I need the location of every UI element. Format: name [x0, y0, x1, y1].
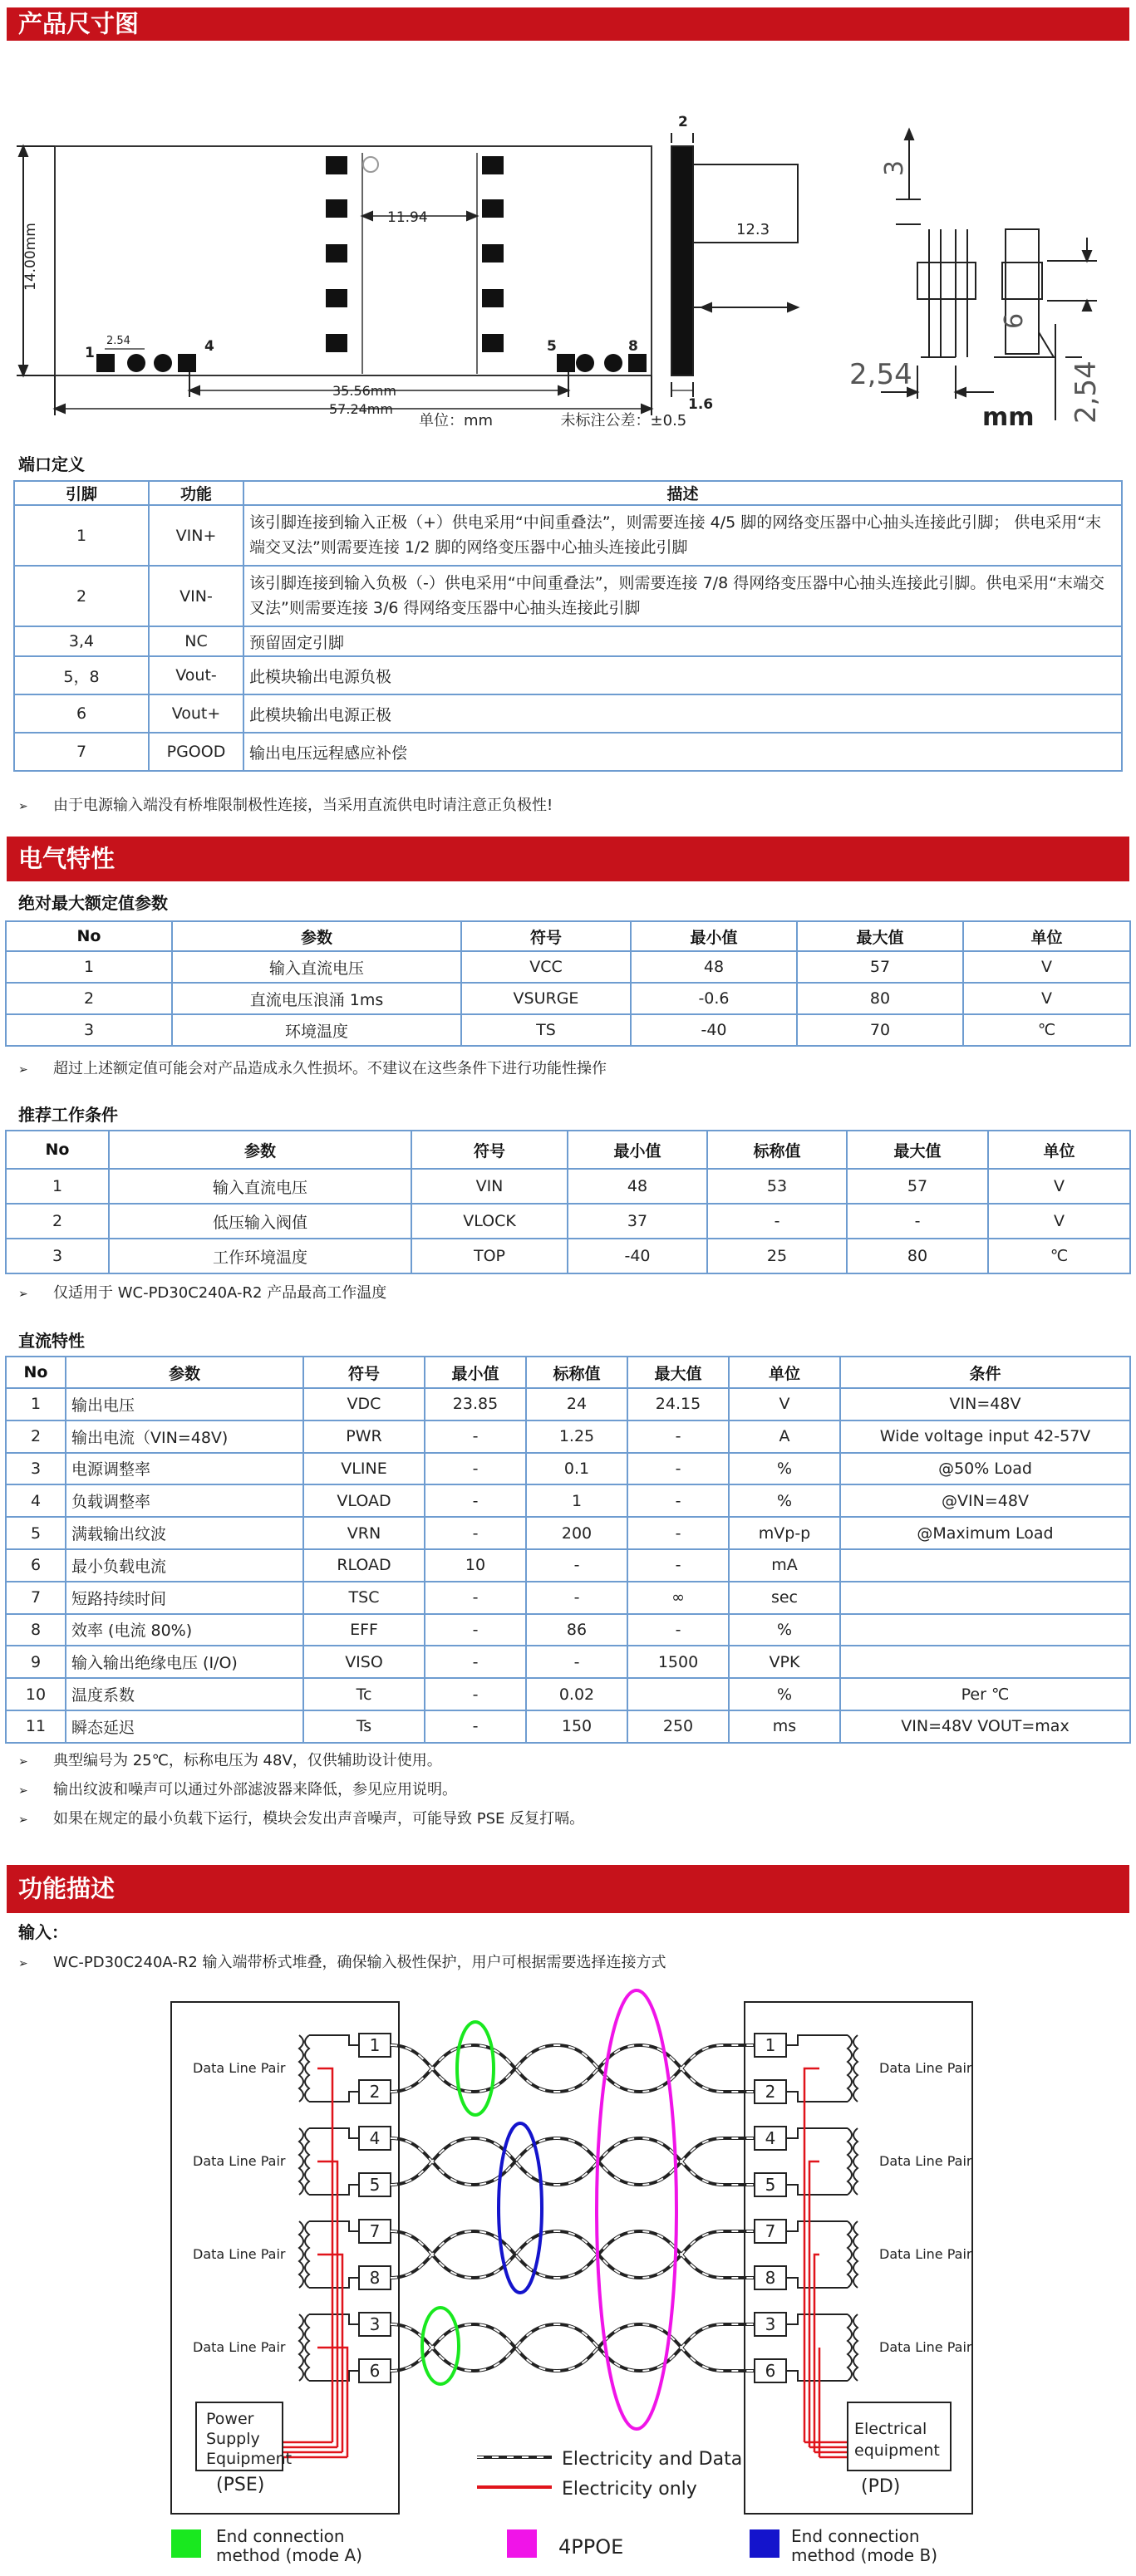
cell: 2 — [6, 1420, 66, 1453]
cell: 57 — [797, 951, 963, 983]
recommended-note — [18, 1281, 386, 1303]
cell: VIN=48V VOUT=max — [840, 1710, 1130, 1743]
cell — [840, 1582, 1130, 1614]
mode-b-swatch — [750, 2529, 779, 2558]
cell: % — [729, 1614, 840, 1646]
cell: 2 — [6, 1204, 109, 1239]
section-header-function — [7, 1865, 1129, 1913]
pin-mm-label: mm — [982, 403, 1035, 432]
cell: 9 — [6, 1646, 66, 1678]
table-row — [6, 1453, 1130, 1485]
cell: 2 — [14, 566, 149, 626]
cell: 48 — [631, 951, 797, 983]
cell: PGOOD — [149, 733, 243, 771]
cell: Wide voltage input 42-57V — [840, 1420, 1130, 1453]
pin-label: 5 — [369, 2175, 381, 2195]
abs-header: 参数 — [172, 921, 461, 951]
cell: VIN+ — [149, 505, 243, 566]
table-row — [6, 951, 1130, 983]
cell: V — [988, 1204, 1130, 1239]
note-text: 仅适用于 WC-PD30C240A-R2 产品最高工作温度 — [53, 1284, 387, 1302]
cell: 环境温度 — [172, 1014, 461, 1046]
cell: 1 — [6, 951, 172, 983]
cell: - — [707, 1204, 847, 1239]
cell: - — [627, 1484, 729, 1517]
cell: % — [729, 1484, 840, 1517]
abs-max-title: 绝对最大额定值参数 — [18, 893, 168, 913]
cell: 满载输出纹波 — [66, 1517, 303, 1549]
pd-label: (PD) — [861, 2476, 901, 2497]
cell: - — [425, 1420, 526, 1453]
dc-note-1 — [18, 1749, 442, 1770]
rec-header: No — [6, 1131, 109, 1169]
note-text: 由于电源输入端没有桥堆限制极性连接，当采用直流供电时请注意正负极性! — [53, 797, 553, 814]
legend-electricity-data: Electricity and Data — [562, 2449, 743, 2470]
pin-label: 3 — [369, 2314, 381, 2334]
port-header: 引脚 — [14, 481, 149, 505]
mode-a-swatch — [171, 2529, 201, 2558]
table-row — [6, 1169, 1130, 1204]
mode-b-ellipse — [499, 2123, 542, 2293]
data-line-pair-label: Data Line Pair — [879, 2339, 972, 2355]
cell: @VIN=48V — [840, 1484, 1130, 1517]
pad-gap-label: 11.94 — [387, 209, 428, 226]
arrow-bullet-icon: ➢ — [18, 1755, 28, 1769]
cell: 10 — [6, 1678, 66, 1710]
cell: 57 — [847, 1169, 988, 1204]
cell: PWR — [303, 1420, 425, 1453]
rec-header: 最大值 — [847, 1131, 988, 1169]
cell: 直流电压浪涌 1ms — [172, 983, 461, 1014]
cell: - — [526, 1646, 627, 1678]
cell: 11 — [6, 1710, 66, 1743]
cell: - — [425, 1453, 526, 1485]
cell: VIN- — [149, 566, 243, 626]
cell: 短路持续时间 — [66, 1582, 303, 1614]
cell: VSURGE — [461, 983, 631, 1014]
cell: 25 — [707, 1239, 847, 1273]
cell: 250 — [627, 1710, 729, 1743]
pin8-label: 8 — [628, 338, 638, 355]
cell: 48 — [568, 1169, 707, 1204]
cell: 6 — [6, 1549, 66, 1582]
cell: TOP — [411, 1239, 568, 1273]
abs-header: No — [6, 921, 172, 951]
arrow-bullet-icon: ➢ — [18, 1288, 28, 1301]
cell: 5，8 — [14, 656, 149, 694]
cell: - — [627, 1453, 729, 1485]
note-text: 输出纹波和噪声可以通过外部滤波器来降低，参见应用说明。 — [53, 1781, 457, 1798]
cell: - — [425, 1678, 526, 1710]
arrow-bullet-icon: ➢ — [18, 1813, 28, 1827]
cell: - — [526, 1549, 627, 1582]
cell: - — [425, 1710, 526, 1743]
cell: 工作环境温度 — [109, 1239, 411, 1273]
cell: VLINE — [303, 1453, 425, 1485]
pin-label: 1 — [369, 2035, 381, 2055]
cell: 输入直流电压 — [172, 951, 461, 983]
pin-2-54a-label: 2,54 — [849, 358, 912, 391]
cell: A — [729, 1420, 840, 1453]
table-row — [6, 1239, 1130, 1273]
cell: VIN — [411, 1169, 568, 1204]
pin-label: 4 — [765, 2128, 776, 2148]
pin-3-label: 3 — [880, 159, 909, 176]
cell: VLOAD — [303, 1484, 425, 1517]
cell: 输出电压 — [66, 1388, 303, 1420]
rec-header: 单位 — [988, 1131, 1130, 1169]
cell: -40 — [631, 1014, 797, 1046]
cell: VDC — [303, 1388, 425, 1420]
dc-title: 直流特性 — [18, 1331, 85, 1351]
cell: - — [425, 1646, 526, 1678]
data-line-pair-label: Data Line Pair — [879, 2246, 972, 2262]
dc-header: 最小值 — [425, 1357, 526, 1388]
dimension-drawing — [0, 83, 1136, 449]
cell: 24 — [526, 1388, 627, 1420]
note-text: WC-PD30C240A-R2 输入端带桥式堆叠，确保输入极性保护，用户可根据需要选择连接方式 — [53, 1954, 666, 1971]
rec-header: 符号 — [411, 1131, 568, 1169]
cell: 输入输出绝缘电压 (I/O) — [66, 1646, 303, 1678]
cell: 6 — [14, 694, 149, 733]
cell: 1 — [526, 1484, 627, 1517]
pin-label: 6 — [765, 2361, 776, 2381]
cell: V — [729, 1388, 840, 1420]
cell: VRN — [303, 1517, 425, 1549]
table-row — [6, 1388, 1130, 1420]
pin-span-label: 35.56mm — [332, 383, 396, 399]
side-2-label: 2 — [678, 114, 688, 130]
table-row — [6, 1549, 1130, 1582]
recommended-title: 推荐工作条件 — [18, 1105, 118, 1125]
cell: - — [425, 1582, 526, 1614]
cell: - — [627, 1420, 729, 1453]
cell: 输出电压远程感应补偿 — [243, 733, 1122, 771]
cell: Per ℃ — [840, 1678, 1130, 1710]
key-4ppoe: 4PPOE — [558, 2535, 624, 2559]
cell: @Maximum Load — [840, 1517, 1130, 1549]
cell: TS — [461, 1014, 631, 1046]
key-mode-b-line2: method (mode B) — [791, 2545, 937, 2565]
dc-header: 标称值 — [526, 1357, 627, 1388]
cell: 温度系数 — [66, 1678, 303, 1710]
cell: 10 — [425, 1549, 526, 1582]
cell: 5 — [6, 1517, 66, 1549]
unit-text: 单位：mm — [419, 412, 494, 429]
cell: 8 — [6, 1614, 66, 1646]
cell: -0.6 — [631, 983, 797, 1014]
cell: NC — [149, 626, 243, 656]
pd-box-line: Electrical — [854, 2420, 927, 2438]
cell: - — [425, 1517, 526, 1549]
section-title: 产品尺寸图 — [18, 9, 140, 38]
arrow-bullet-icon: ➢ — [18, 800, 28, 813]
rec-header: 参数 — [109, 1131, 411, 1169]
port-table — [13, 480, 1123, 772]
dc-note-3 — [18, 1807, 584, 1828]
pin-pitch-label: 2.54 — [106, 335, 130, 347]
data-line-pair-label: Data Line Pair — [193, 2246, 286, 2262]
pin-label: 3 — [765, 2314, 776, 2334]
cell: 负载调整率 — [66, 1484, 303, 1517]
cell: TSC — [303, 1582, 425, 1614]
abs-header: 符号 — [461, 921, 631, 951]
key-mode-a-line2: method (mode A) — [216, 2545, 362, 2565]
pse-box-line: Supply — [206, 2430, 260, 2448]
cell: 电源调整率 — [66, 1453, 303, 1485]
pd-box-line: equipment — [854, 2441, 940, 2460]
cell: 3 — [6, 1453, 66, 1485]
cell: 70 — [797, 1014, 963, 1046]
cell: 0.02 — [526, 1678, 627, 1710]
pin4-label: 4 — [204, 338, 214, 355]
cell: 24.15 — [627, 1388, 729, 1420]
cell: - — [847, 1204, 988, 1239]
cell: 150 — [526, 1710, 627, 1743]
data-line-pair-label: Data Line Pair — [193, 2153, 286, 2169]
pin-label: 2 — [765, 2082, 776, 2102]
cell: @50% Load — [840, 1453, 1130, 1485]
input-desc — [18, 1950, 666, 1972]
dc-header: 条件 — [840, 1357, 1130, 1388]
pse-box-line: Equipment — [206, 2450, 293, 2468]
note-text: 超过上述额定值可能会对产品造成永久性损坏。不建议在这些条件下进行功能性操作 — [53, 1060, 607, 1077]
table-row — [6, 983, 1130, 1014]
pin5-label: 5 — [547, 338, 557, 355]
cell: RLOAD — [303, 1549, 425, 1582]
cell: 23.85 — [425, 1388, 526, 1420]
cell: 1 — [14, 505, 149, 566]
pin-label: 5 — [765, 2175, 776, 2195]
cell: sec — [729, 1582, 840, 1614]
cell: 该引脚连接到输入负极（-）供电采用“中间重叠法”，则需要连接 7/8 得网络变压器中心抽头连接此引脚。供电采用“末端交叉法”则需要连接 3/6 得网络变压器中心抽头连接此引脚 — [243, 566, 1122, 626]
cell: % — [729, 1453, 840, 1485]
input-title: 输入： — [18, 1922, 68, 1942]
key-mode-b-line1: End connection — [791, 2526, 920, 2546]
abs-max-table — [5, 920, 1131, 1047]
cell: 3 — [6, 1239, 109, 1273]
cell: VCC — [461, 951, 631, 983]
cell: 2 — [6, 983, 172, 1014]
data-line-pair-label: Data Line Pair — [879, 2153, 972, 2169]
cell: EFF — [303, 1614, 425, 1646]
pse-box-line: Power — [206, 2410, 254, 2428]
unit-note — [419, 409, 686, 430]
cell: 效率 (电流 80%) — [66, 1614, 303, 1646]
table-row — [6, 1646, 1130, 1678]
cell: 7 — [14, 733, 149, 771]
table-row — [6, 1204, 1130, 1239]
dc-header: 最大值 — [627, 1357, 729, 1388]
cell: VPK — [729, 1646, 840, 1678]
cell: V — [963, 983, 1130, 1014]
data-line-pair-label: Data Line Pair — [193, 2339, 286, 2355]
port-header: 功能 — [149, 481, 243, 505]
cell: 预留固定引脚 — [243, 626, 1122, 656]
cell — [840, 1549, 1130, 1582]
cell: 此模块输出电源正极 — [243, 694, 1122, 733]
port-note — [18, 793, 553, 815]
data-line-pair-label: Data Line Pair — [879, 2060, 972, 2076]
dc-table — [5, 1356, 1131, 1744]
4ppoe-swatch — [507, 2529, 537, 2558]
cell: VISO — [303, 1646, 425, 1678]
key-mode-a-line1: End connection — [216, 2526, 345, 2546]
cell: mA — [729, 1549, 840, 1582]
rec-header: 最小值 — [568, 1131, 707, 1169]
recommended-table — [5, 1130, 1131, 1274]
table-row — [14, 694, 1122, 733]
rec-header: 标称值 — [707, 1131, 847, 1169]
cell: 输入直流电压 — [109, 1169, 411, 1204]
cell: - — [425, 1484, 526, 1517]
data-line-pair-label: Data Line Pair — [193, 2060, 286, 2076]
pin-6-label: 6 — [1000, 312, 1029, 329]
pin-label: 7 — [765, 2221, 776, 2241]
cell: 瞬态延迟 — [66, 1710, 303, 1743]
cell: 53 — [707, 1169, 847, 1204]
table-row — [6, 1420, 1130, 1453]
cell: 80 — [797, 983, 963, 1014]
length-label: 57.24mm — [329, 401, 393, 417]
pin-label: 8 — [765, 2268, 776, 2288]
tolerance-text: 未标注公差：±0.5 — [560, 412, 687, 429]
abs-header: 单位 — [963, 921, 1130, 951]
abs-max-note — [18, 1057, 607, 1078]
table-row — [14, 656, 1122, 694]
cell: 低压输入阀值 — [109, 1204, 411, 1239]
cell: 1 — [6, 1169, 109, 1204]
arrow-bullet-icon: ➢ — [18, 1784, 28, 1798]
cell: 输出电流（VIN=48V) — [66, 1420, 303, 1453]
cell: 1.25 — [526, 1420, 627, 1453]
arrow-bullet-icon: ➢ — [18, 1063, 28, 1077]
dc-header: No — [6, 1357, 66, 1388]
side-1-6-label: 1.6 — [688, 396, 714, 413]
cell: Tc — [303, 1678, 425, 1710]
abs-header: 最小值 — [631, 921, 797, 951]
dc-note-2 — [18, 1778, 457, 1799]
mode-a-ellipse-top — [457, 2022, 494, 2115]
port-header: 描述 — [243, 481, 1122, 505]
section-title: 功能描述 — [18, 1874, 116, 1903]
section-header-dimensions — [7, 7, 1129, 41]
table-row — [6, 1614, 1130, 1646]
note-text: 如果在规定的最小负载下运行，模块会发出声音噪声，可能导致 PSE 反复打嗝。 — [53, 1810, 585, 1828]
table-row — [14, 505, 1122, 566]
section-title: 电气特性 — [18, 844, 116, 873]
cell — [627, 1678, 729, 1710]
table-row — [6, 1484, 1130, 1517]
table-row — [14, 733, 1122, 771]
cell: % — [729, 1678, 840, 1710]
height-label: 14.00mm — [22, 223, 39, 291]
cell: ℃ — [963, 1014, 1130, 1046]
cell: 最小负载电流 — [66, 1549, 303, 1582]
cell — [840, 1614, 1130, 1646]
cell: ms — [729, 1710, 840, 1743]
pin1-label: 1 — [85, 345, 95, 361]
4ppoe-ellipse — [597, 1990, 676, 2429]
table-row — [6, 1517, 1130, 1549]
poe-wiring-diagram — [0, 1977, 1136, 2575]
table-row — [6, 1678, 1130, 1710]
abs-header: 最大值 — [797, 921, 963, 951]
table-row — [6, 1710, 1130, 1743]
note-text: 典型编号为 25℃，标称电压为 48V，仅供辅助设计使用。 — [53, 1752, 442, 1769]
cell — [840, 1646, 1130, 1678]
cell: 4 — [6, 1484, 66, 1517]
cell: - — [627, 1517, 729, 1549]
cell: V — [963, 951, 1130, 983]
cell: - — [627, 1549, 729, 1582]
pin-label: 2 — [369, 2082, 381, 2102]
cell: Ts — [303, 1710, 425, 1743]
legend-electricity-only: Electricity only — [562, 2479, 697, 2500]
pse-label: (PSE) — [216, 2475, 265, 2495]
pin-label: 6 — [369, 2361, 381, 2381]
cell: ℃ — [988, 1239, 1130, 1273]
table-row — [14, 626, 1122, 656]
pin-label: 7 — [369, 2221, 381, 2241]
cell: 1 — [6, 1388, 66, 1420]
cell: 3 — [6, 1014, 172, 1046]
cell: 200 — [526, 1517, 627, 1549]
cell: 80 — [847, 1239, 988, 1273]
dc-header: 参数 — [66, 1357, 303, 1388]
dc-header: 符号 — [303, 1357, 425, 1388]
cell: 0.1 — [526, 1453, 627, 1485]
cell: 1500 — [627, 1646, 729, 1678]
side-12-3-label: 12.3 — [736, 221, 770, 238]
cell: 此模块输出电源负极 — [243, 656, 1122, 694]
cell: - — [526, 1582, 627, 1614]
pin-label: 8 — [369, 2268, 381, 2288]
dc-header: 单位 — [729, 1357, 840, 1388]
pin-label: 4 — [369, 2128, 381, 2148]
cell: -40 — [568, 1239, 707, 1273]
cell: Vout+ — [149, 694, 243, 733]
arrow-bullet-icon: ➢ — [18, 1957, 28, 1970]
cell: 86 — [526, 1614, 627, 1646]
table-row — [6, 1014, 1130, 1046]
cell: VLOCK — [411, 1204, 568, 1239]
cell: 3,4 — [14, 626, 149, 656]
cell: 37 — [568, 1204, 707, 1239]
cell: Vout- — [149, 656, 243, 694]
pin-2-54b-label: 2,54 — [1070, 361, 1103, 424]
cell: ∞ — [627, 1582, 729, 1614]
section-header-electrical — [7, 837, 1129, 881]
port-title: 端口定义 — [18, 454, 85, 474]
table-row — [6, 1582, 1130, 1614]
cell: - — [425, 1614, 526, 1646]
cell: 该引脚连接到输入正极（+）供电采用“中间重叠法”，则需要连接 4/5 脚的网络变压器中心抽头连接此引脚； 供电采用“末端交叉法”则需要连接 1/2 脚的网络变压器中心抽头连接此引脚 — [243, 505, 1122, 566]
mode-a-ellipse-bottom — [422, 2308, 459, 2384]
table-row — [14, 566, 1122, 626]
pin-label: 1 — [765, 2035, 776, 2055]
cell: VIN=48V — [840, 1388, 1130, 1420]
cell: mVp-p — [729, 1517, 840, 1549]
cell: 7 — [6, 1582, 66, 1614]
cell: V — [988, 1169, 1130, 1204]
cell: - — [627, 1614, 729, 1646]
